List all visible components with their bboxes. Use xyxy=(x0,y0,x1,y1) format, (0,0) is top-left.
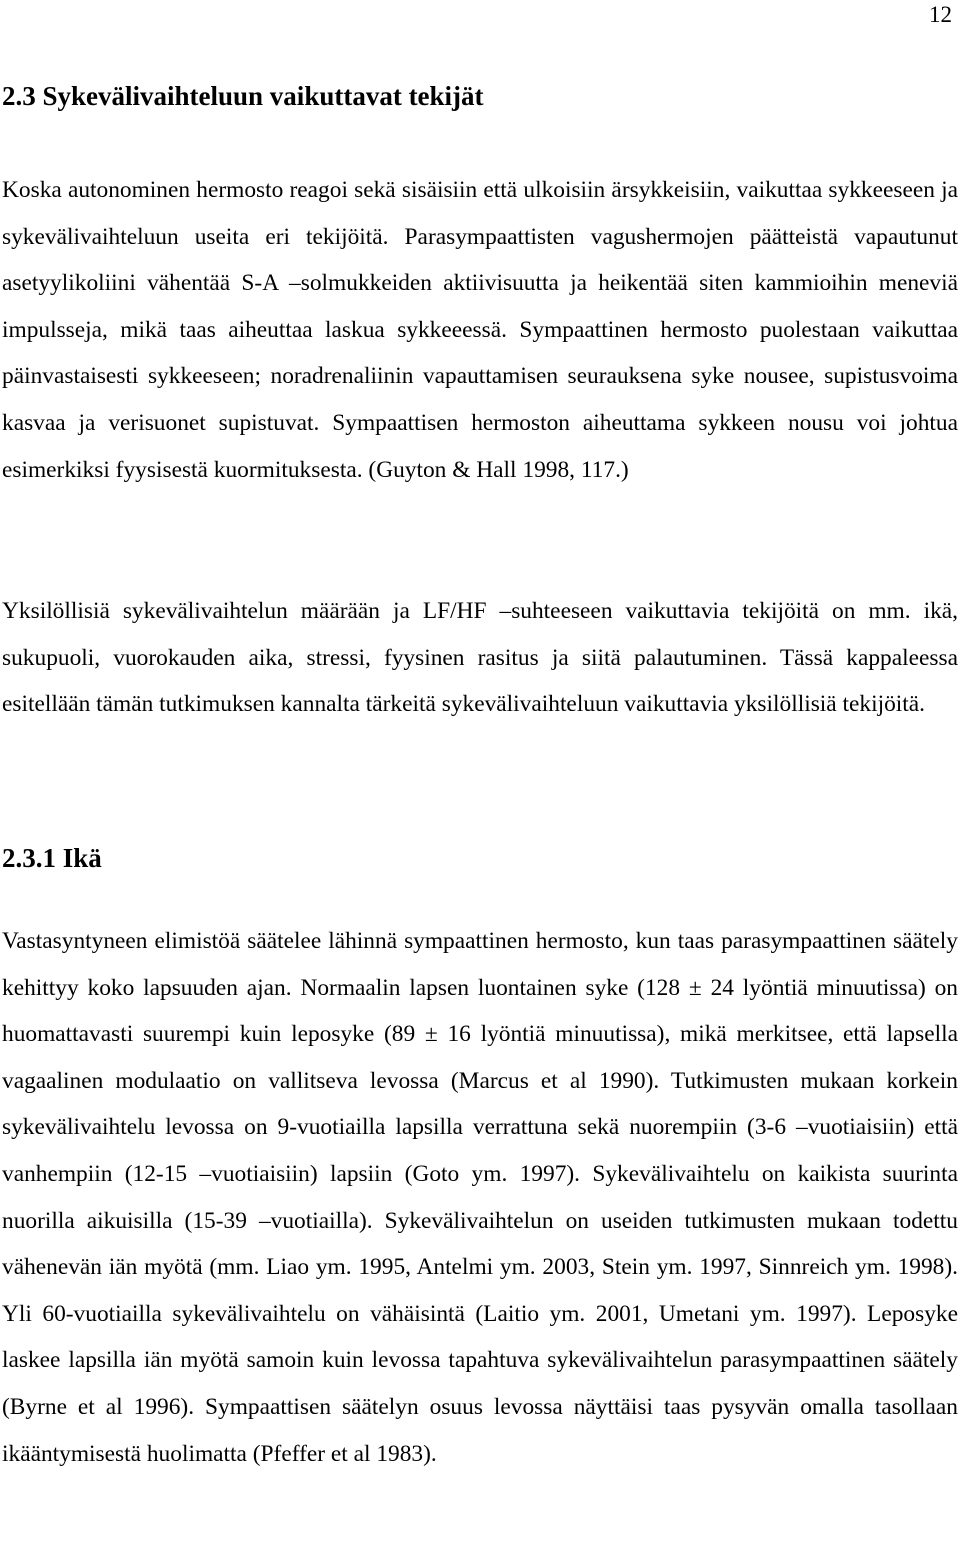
body-paragraph: Koska autonominen hermosto reagoi sekä sisäisiin että ulkoisiin ärsykkeisiin, vaikuttaa sykkeeseen ja sykevälivaihteluun useita eri tekijöitä. Parasympaattisten vagushermojen päätteistä vapautunut asetyylikoliini vähentää S-A –solmukkeiden aktiivisuutta ja heikentää siten kammioihin meneviä impulsseja, mikä taas aiheuttaa laskua sykkeeessä. Sympaattinen hermosto puolestaan vaikuttaa päinvastaisesti sykkeeseen; noradrenaliinin vapauttamisen seurauksena syke nousee, supistusvoima kasvaa ja verisuonet supistuvat. Sympaattisen hermoston aiheuttama sykkeen nousu voi johtua esimerkiksi fyysisestä kuormituksesta. (Guyton & Hall 1998, 117.) xyxy=(2,177,958,483)
body-paragraph: Yksilöllisiä sykevälivaihtelun määrään ja LF/HF –suhteeseen vaikuttavia tekijöitä on mm. ikä, sukupuoli, vuorokauden aika, stressi, fyysinen rasitus ja siitä palautuminen. Tässä kappaleessa esitellään tämän tutkimuksen kannalta tärkeitä sykevälivaihteluun vaikuttavia yksilöllisiä tekijöitä. xyxy=(2,598,958,718)
body-paragraph: Vastasyntyneen elimistöä säätelee lähinnä sympaattinen hermosto, kun taas parasympaattinen säätely kehittyy koko lapsuuden ajan. Normaalin lapsen luontainen syke (128 ± 24 lyöntiä minuutissa) on huomattavasti suurempi kuin leposyke (89 ± 16 lyöntiä minuutissa), mikä merkitsee, että lapsella vagaalinen modulaatio on vallitseva levossa (Marcus et al 1990). Tutkimusten mukaan korkein sykevälivaihtelu levossa on 9-vuotiailla lapsilla verrattuna sekä nuorempiin (3-6 –vuotiaisiin) että vanhempiin (12-15 –vuotiaisiin) lapsiin (Goto ym. 1997). Sykevälivaihtelu on kaikista suurinta nuorilla aikuisilla (15-39 –vuotiailla). Sykevälivaihtelun on useiden tutkimusten mukaan todettu vähenevän iän myötä (mm. Liao ym. 1995, Antelmi ym. 2003, Stein ym. 1997, Sinnreich ym. 1998). Yli 60-vuotiailla sykevälivaihtelu on vähäisintä (Laitio ym. 2001, Umetani ym. 1997). Leposyke laskee lapsilla iän myötä samoin kuin levossa tapahtuva sykevälivaihtelun parasympaattinen säätely (Byrne et al 1996). Sympaattisen säätelyn osuus levossa näyttäisi taas pysyvän omalla tasollaan ikääntymisestä huolimatta (Pfeffer et al 1983). xyxy=(2,928,958,1467)
section-heading: 2.3 Sykevälivaihteluun vaikuttavat tekijät xyxy=(2,81,484,111)
subsection-heading: 2.3.1 Ikä xyxy=(2,843,102,873)
page-number: 12 xyxy=(929,2,952,27)
